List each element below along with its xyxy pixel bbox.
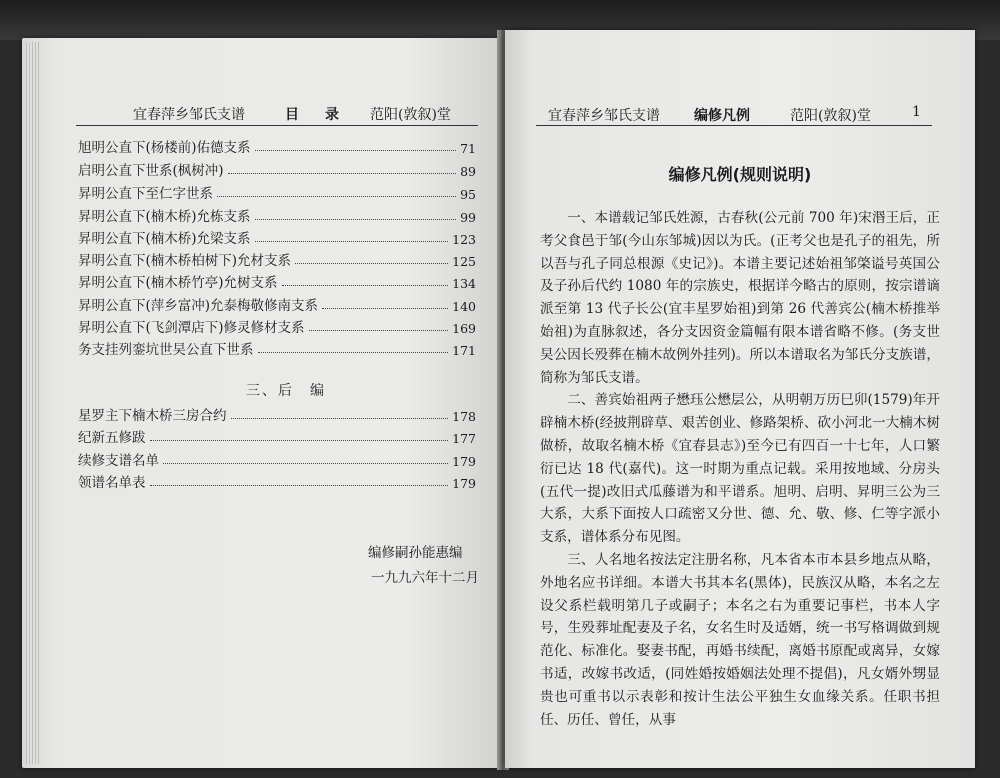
page-number: 1: [912, 104, 921, 120]
left-header-section: 目 录: [285, 107, 345, 123]
toc-entry-title: 纪新五修跋: [78, 430, 146, 446]
toc-leader-dots: [282, 285, 449, 286]
toc-leader-dots: [255, 150, 457, 151]
toc-entry-page: 125: [452, 254, 476, 269]
toc-entry-title: 昇明公直下(萍乡富冲)允泰梅敬修南支系: [78, 298, 319, 314]
toc-entry-title: 昇明公直下(楠木桥)允栋支系: [78, 209, 251, 225]
toc-entry-page: 89: [460, 164, 476, 179]
toc-leader-dots: [255, 241, 449, 242]
paragraph: 一、本谱载记邹氏姓源，古春秋(公元前 700 年)宋湣王后，正考父食邑于邹(今山东邹城)因以为氏。(正考父也是孔子的祖先，所以吾与孔子同总根源《史记》)。本谱主要记述始祖邹棨谥号英国公及子孙后代约 1080 年的宗族史，根据详今略古的原则，按宗谱谪派至第 13 代子长公(宜丰星罗始祖)到第 26 代善宾公(楠木桥推举始祖)为直脉叙述，各分支因资金篇幅有限本谱省略不修。(务支世旲公因长殁葬在楠木故例外挂列)。所以本谱取名为邹氏分支族谱，简称为邹氏支谱。: [540, 210, 940, 386]
toc-entry-title: 星罗主下楠木桥三房合约: [78, 408, 227, 424]
toc-entry-title: 务支挂列銮坑世旲公直下世系: [78, 342, 254, 358]
toc-entry-page: 169: [452, 321, 476, 336]
toc-leader-dots: [231, 418, 449, 419]
body-text: [540, 207, 940, 731]
toc-entry[interactable]: [78, 157, 476, 179]
toc-entry[interactable]: [78, 402, 476, 424]
toc-entry-page: 140: [452, 299, 476, 314]
toc-entry-page: 178: [452, 409, 476, 424]
toc-entry-title: 昇明公直下(楠木桥竹亭)允树支系: [78, 275, 278, 291]
right-header-rule: [536, 125, 932, 126]
toc-leader-dots: [309, 330, 449, 331]
toc-entry-page: 71: [460, 141, 476, 156]
left-header-rule: [76, 125, 478, 126]
toc-entry-page: 179: [452, 454, 476, 469]
right-header-hall: 范阳(敦叙)堂: [790, 108, 871, 124]
left-header-book-title: 宜春萍乡邹氏支谱: [133, 107, 245, 123]
toc-leader-dots: [255, 219, 457, 220]
toc-entry-title: 昇明公直下(楠木桥柏树下)允材支系: [78, 253, 292, 269]
toc-entry-title: 启明公直下世系(枫树冲): [78, 163, 224, 179]
toc-entry-page: 177: [452, 431, 476, 446]
toc-leader-dots: [163, 463, 448, 464]
toc-entry[interactable]: [78, 269, 476, 291]
toc-entry-title: 昇明公直下(飞剑潭店下)修灵修材支系: [78, 320, 305, 336]
toc-entry-title: 旭明公直下(杨楼前)佑德支系: [78, 140, 251, 156]
toc-leader-dots: [295, 263, 448, 264]
toc-entry[interactable]: [78, 292, 476, 314]
section-3-heading: 三、后 编: [246, 383, 326, 399]
toc-leader-dots: [228, 173, 457, 174]
toc-entry[interactable]: [78, 469, 476, 491]
toc-entry-title: 续修支谱名单: [78, 453, 159, 469]
toc-entry-page: 99: [460, 210, 476, 225]
toc-entry[interactable]: [78, 247, 476, 269]
toc-entry-page: 171: [452, 343, 476, 358]
page-title: 编修凡例(规则说明): [668, 165, 812, 184]
toc-leader-dots: [150, 440, 449, 441]
toc-entry[interactable]: [78, 314, 476, 336]
compile-date: 一九九六年十二月: [371, 570, 479, 586]
toc-entry-page: 134: [452, 276, 476, 291]
left-header-hall: 范阳(敦叙)堂: [370, 107, 451, 123]
toc-entry-page: 179: [452, 476, 476, 491]
toc-entry-title: 领谱名单表: [78, 475, 146, 491]
toc-entry[interactable]: [78, 225, 476, 247]
paragraph: 三、人名地名按法定注册名称，凡本省本市本县乡地点从略，外地名应书详细。本谱大书其本名(黑体)，民族汉从略，本名之左设父系栏载明第几子或嗣子；本名之右为重要记事栏，书本人字号，生殁葬址配妻及子名，女名生时及适婿，统一书写格调做到规范化、标准化。娶妻书配，再婚书续配，离婚书原配或离异，女嫁书适，改嫁书改适，(同姓婚按婚姻法处理不提倡)，凡女婿外甥显贵也可重书以示表彰和按计生法公平独生女血缘关系。任职书担任、历任、曾任，从事: [540, 551, 940, 728]
toc-leader-dots: [217, 196, 456, 197]
toc-entry-page: 123: [452, 232, 476, 247]
toc-entry-title: 昇明公直下(楠木桥)允梁支系: [78, 231, 251, 247]
toc-entry-page: 95: [460, 187, 476, 202]
toc-entry[interactable]: [78, 447, 476, 469]
toc-leader-dots: [258, 352, 449, 353]
toc-entry[interactable]: [78, 424, 476, 446]
toc-entry[interactable]: [78, 180, 476, 202]
right-header-section: 编修凡例: [694, 108, 750, 124]
toc-leader-dots: [150, 485, 449, 486]
right-header-book-title: 宜春萍乡邹氏支谱: [548, 108, 660, 124]
page-edge-stack: [26, 42, 40, 764]
toc-entry[interactable]: [78, 336, 476, 358]
editor-signature: 编修嗣孙能惠编: [368, 545, 463, 561]
toc-entry[interactable]: [78, 203, 476, 225]
toc-leader-dots: [322, 308, 448, 309]
paragraph: 二、善宾始祖两子懋珏公懋层公，从明朝万历巳卯(1579)年开辟楠木桥(经披荆辟草、艰苦创业、修路架桥、砍小河北一大楠木树做桥，故取名楠木桥《宜春县志》)至今已有四百一十七年，人口繁衍已达 18 代(嘉代)。这一时期为重点记载。采用按地域、分房头(五代一提)改旧式瓜藤谱为和平谱系。旭明、启明、昇明三公为三大系，大系下面按人口疏密又分世、德、允、敬、修、仁等字派小支系，谱体系分布见图。: [540, 392, 940, 546]
toc-entry[interactable]: [78, 134, 476, 156]
toc-entry-title: 昇明公直下至仁字世系: [78, 186, 213, 202]
